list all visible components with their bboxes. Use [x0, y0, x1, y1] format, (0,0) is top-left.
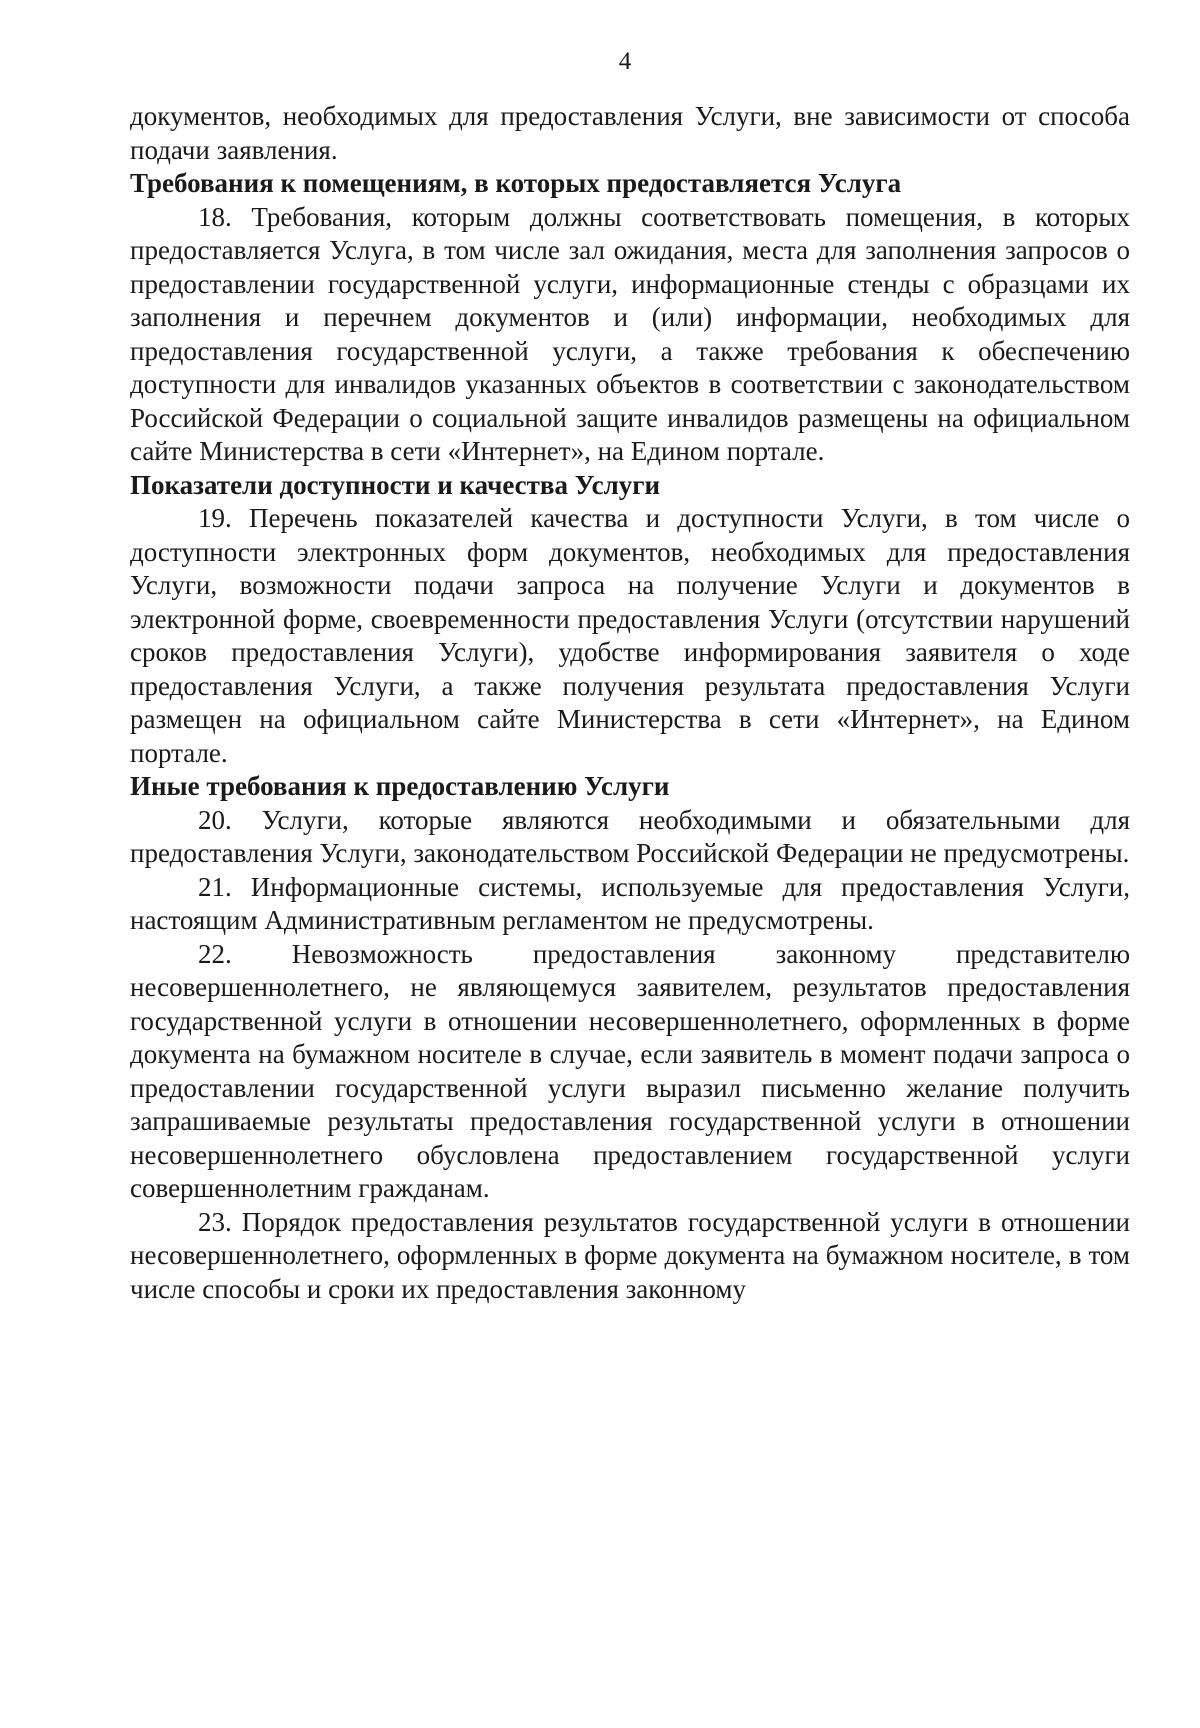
document-body [130, 100, 1130, 1306]
heading-other-requirements: Иные требования к предоставлению Услуги [130, 771, 670, 801]
heading-premises-requirements: Требования к помещениям, в которых предоставляется Услуга [130, 168, 902, 198]
page-number: 4 [618, 48, 632, 75]
paragraph-18: 18. Требования, которым должны соответствовать помещения, в которых предоставляется Услуга, в том числе зал ожидания, места для заполнения запросов о предоставлении государственной услуги, информационные стенды с образцами их заполнения и перечнем документов и (или) информации, необходимых для предоставления государственной услуги, а также требования к обеспечению доступности для инвалидов указанных объектов в соответствии с законодательством Российской Федерации о социальной защите инвалидов размещены на официальном сайте Министерства в сети «Интернет», на Едином портале. [130, 201, 1130, 466]
paragraph-23: 23. Порядок предоставления результатов государственной услуги в отношении несовершеннолетнего, оформленных в форме документа на бумажном носителе, в том числе способы и сроки их предоставления законному [130, 1206, 1130, 1304]
heading-availability-indicators: Показатели доступности и качества Услуги [130, 469, 661, 500]
paragraph-22: 22. Невозможность предоставления законному представителю несовершеннолетнего, не являющемуся заявителем, результатов предоставления государственной услуги в отношении несовершеннолетнего, оформленных в форме документа на бумажном носителе в случае, если заявитель в момент подачи запроса о предоставлении государственной услуги выразил письменно желание получить запрашиваемые результаты предоставления государственной услуги в отношении несовершеннолетнего обусловлена предоставлением государственной услуги совершеннолетним гражданам. [130, 938, 1130, 1203]
paragraph-19: 19. Перечень показателей качества и доступности Услуги, в том числе о доступности электронных форм документов, необходимых для предоставления Услуги, возможности подачи запроса на получение Услуги и документов в электронной форме, своевременности предоставления Услуги (отсутствии нарушений сроков предоставления Услуги), удобстве информирования заявителя о ходе предоставления Услуги, а также получения результата предоставления Услуги размещен на официальном сайте Министерства в сети «Интернет», на Едином портале. [130, 503, 1130, 768]
paragraph-21: 21. Информационные системы, используемые для предоставления Услуги, настоящим Административным регламентом не предусмотрены. [130, 871, 1130, 935]
paragraph-intro: документов, необходимых для предоставления Услуги, вне зависимости от способа подачи заявления. [130, 101, 1130, 165]
paragraph-20: 20. Услуги, которые являются необходимыми и обязательными для предоставления Услуги, законодательством Российской Федерации не предусмотрены. [130, 804, 1130, 868]
